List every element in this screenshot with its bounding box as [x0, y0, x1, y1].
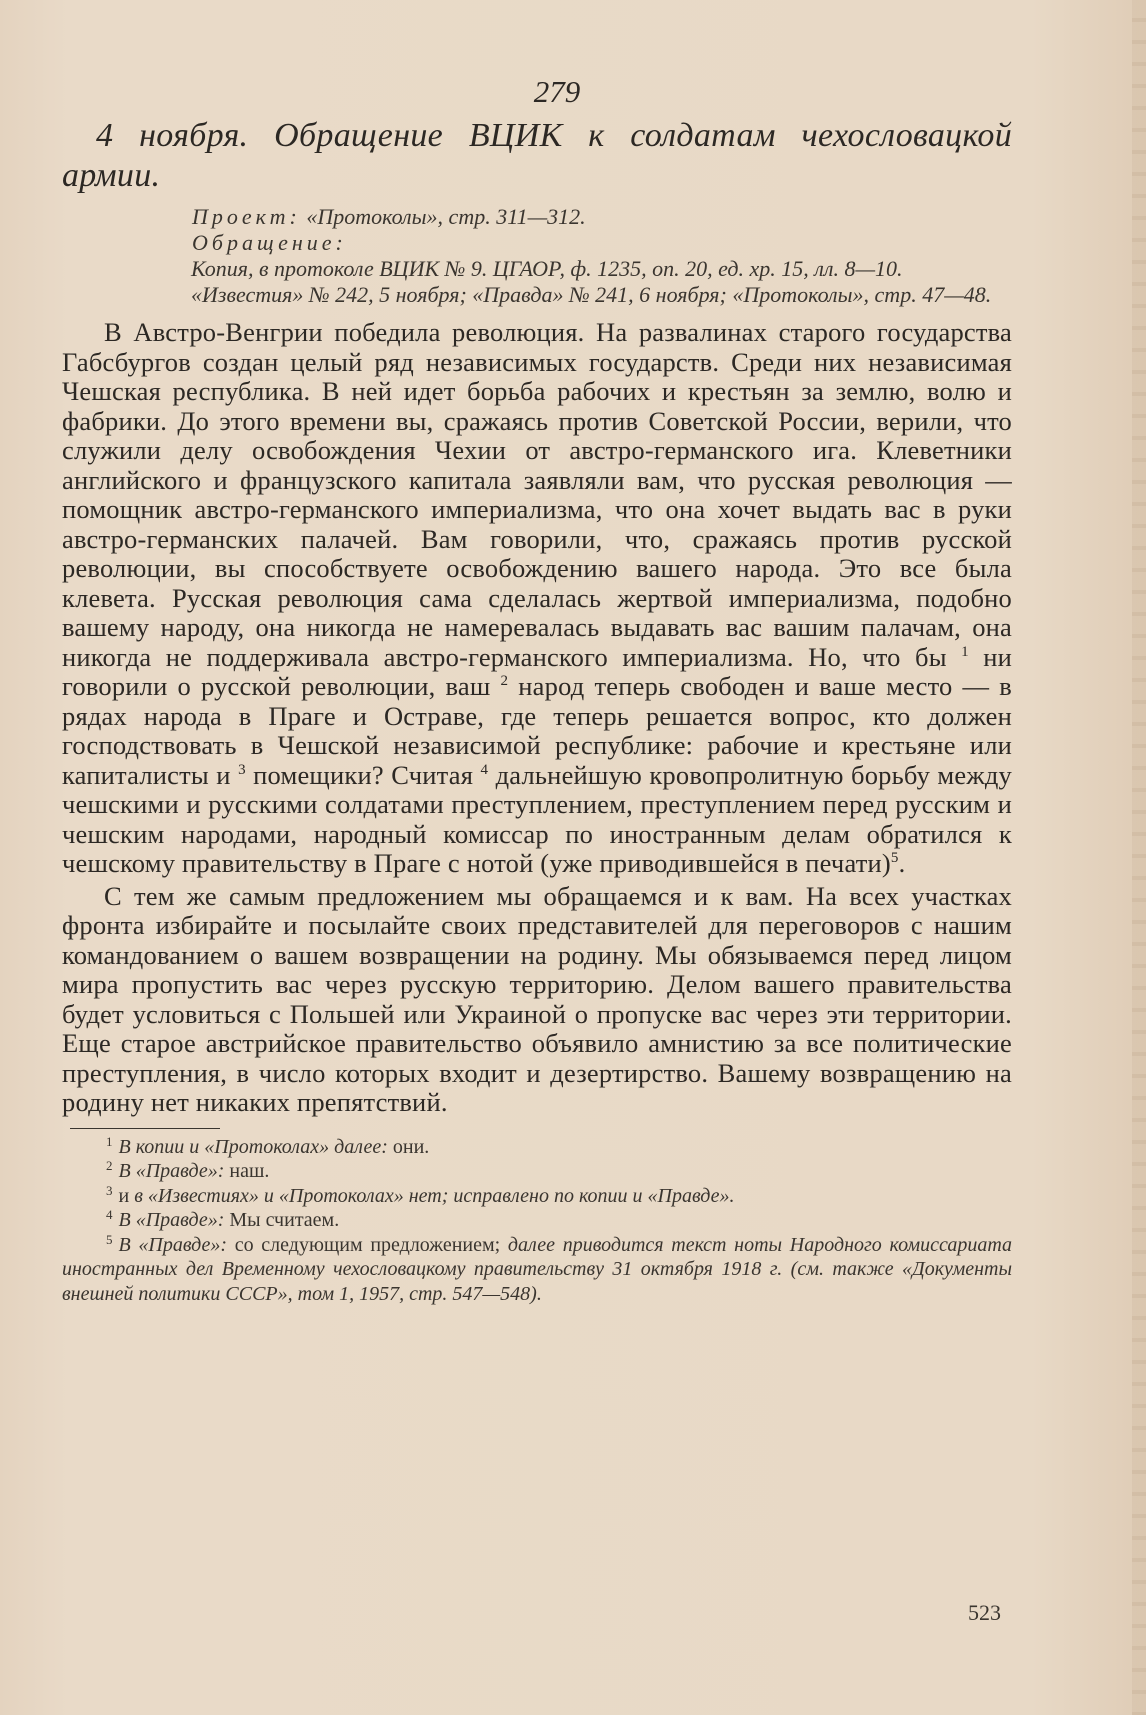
page-content — [62, 72, 1012, 1306]
project-label: Проект: — [192, 204, 301, 229]
footnote-3 — [62, 1184, 1012, 1209]
footnote-ref-2[interactable]: 2 — [500, 673, 509, 689]
page-edge — [1132, 0, 1146, 1715]
footnote-1-italic: В копии и «Протоколах» далее: — [118, 1135, 388, 1158]
footnote-2-italic: В «Правде»: — [118, 1160, 225, 1182]
footnote-ref-4[interactable]: 4 — [480, 761, 489, 778]
p1-part-d: помещики? Считая — [253, 759, 474, 790]
paragraph-1 — [62, 318, 1012, 879]
footnote-3-italic: в «Известиях» и «Протоколах» нет; исправлено по копии и «Правде». — [134, 1184, 735, 1207]
document-body — [62, 318, 1012, 1118]
project-text: «Протоколы», стр. 311—312. — [306, 204, 586, 229]
footnote-mark-2: 2 — [106, 1158, 113, 1173]
p1-part-f: . — [898, 848, 906, 878]
footnote-2-text: наш. — [229, 1160, 270, 1182]
appeal-label: Обращение: — [192, 230, 347, 255]
source-copy: Копия, в протоколе ВЦИК № 9. ЦГАОР, ф. 1235, оп. 20, ед. хр. 15, лл. 8—10. — [191, 256, 903, 281]
footnote-mark-1: 1 — [106, 1133, 113, 1149]
footnote-3-text: и — [118, 1184, 130, 1207]
footnote-1-text: они. — [392, 1135, 430, 1158]
paragraph-2: С тем же самым предложением мы обращаемся и к вам. На всех участках фронта избирайте и посылайте своих представителей для переговоров с нашим командованием о вашем возвращении на родину. Мы обязываемся перед лицом мира пропустить вас через русскую территорию. Делом вашего правительства будет условиться с Польшей или Украиной о пропуске вас через эти территории. Еще старое австрийское правительство объявило амнистию за все политические преступления, в число которых входит и дезертирство. Вашему возвращению на родину нет никаких препятствий. — [62, 880, 1012, 1117]
footnote-mark-3: 3 — [106, 1182, 113, 1198]
footnote-5-text: со следующим предложением; — [234, 1233, 501, 1256]
footnote-separator — [70, 1128, 220, 1129]
document-title: 4 ноября. Обращение ВЦИК к солдатам чехословацкой армии. — [62, 117, 1012, 194]
p1-part-b: ни говорили о русской революции, ваш — [62, 641, 1013, 701]
p1-part-e: дальнейшую кровопролитную борьбу между чешскими и русскими солдатами преступлением, преступлением перед русским и чешским народами, народный комиссар по иностранным делам обратился к чешскому правительству в Праге с нотой (уже приводившейся в печати) — [62, 759, 1012, 878]
footnote-5 — [62, 1233, 1012, 1307]
footnote-2 — [62, 1159, 1012, 1184]
footnote-5-italic-b: далее приводится текст ноты Народного комиссариата иностранных дел Временному чехословацкому правительству 31 октября 1918 г. (см. также «Документы внешней политики СССР», том 1, 1957, стр. 547—548). — [62, 1233, 1013, 1305]
p1-part-a: В Австро-Венгрии победила революция. На развалинах старого государства Габсбургов создан целый ряд независимых государств. Среди них независимая Чешская республика. В ней идет борьба рабочих и крестьян за землю, волю и фабрики. До этого времени вы, сражаясь против Советской России, верили, что служили делу освобождения Чехии от австро-германского ига. Клеветники английского и французского капитала заявляли вам, что русская революция — помощник австро-германского империализма, что она хочет выдать вас в руки австро-германских палачей. Вам говорили, что, сражаясь против русской революции, вы способствуете освобождению вашего народа. Это все была клевета. Русская революция сама сделалась жертвой империализма, подобно вашему народу, она никогда не намеревалась выдавать вас вашим палачам, она никогда не поддерживала австро-германского империализма. Но, что бы — [62, 317, 1012, 672]
source-publications: «Известия» № 242, 5 ноября; «Правда» № 241, 6 ноября; «Протоколы», стр. 47—48. — [191, 282, 992, 307]
source-references — [192, 204, 1012, 308]
document-number: 279 — [533, 74, 581, 109]
footnotes — [62, 1135, 1012, 1307]
footnote-4 — [62, 1208, 1012, 1233]
footnote-4-text: Мы считаем. — [229, 1209, 340, 1231]
footnote-1 — [62, 1135, 1012, 1160]
footnote-ref-3[interactable]: 3 — [238, 761, 246, 778]
footnote-mark-5: 5 — [106, 1231, 113, 1247]
footnote-ref-5[interactable]: 5 — [890, 850, 899, 866]
footnote-mark-4: 4 — [106, 1207, 113, 1222]
footnote-4-italic: В «Правде»: — [118, 1209, 225, 1231]
footnote-5-italic-a: В «Правде»: — [118, 1233, 228, 1256]
source-project — [192, 204, 1012, 230]
p1-part-c: народ теперь свободен и ваше место — в рядах народа в Праге и Остраве, где теперь решается вопрос, кто должен господствовать в Чешской независимой республике: рабочие и крестьяне или капиталисты и — [62, 671, 1012, 790]
footnote-ref-1[interactable]: 1 — [961, 643, 969, 660]
page-number: 523 — [968, 1600, 1001, 1625]
